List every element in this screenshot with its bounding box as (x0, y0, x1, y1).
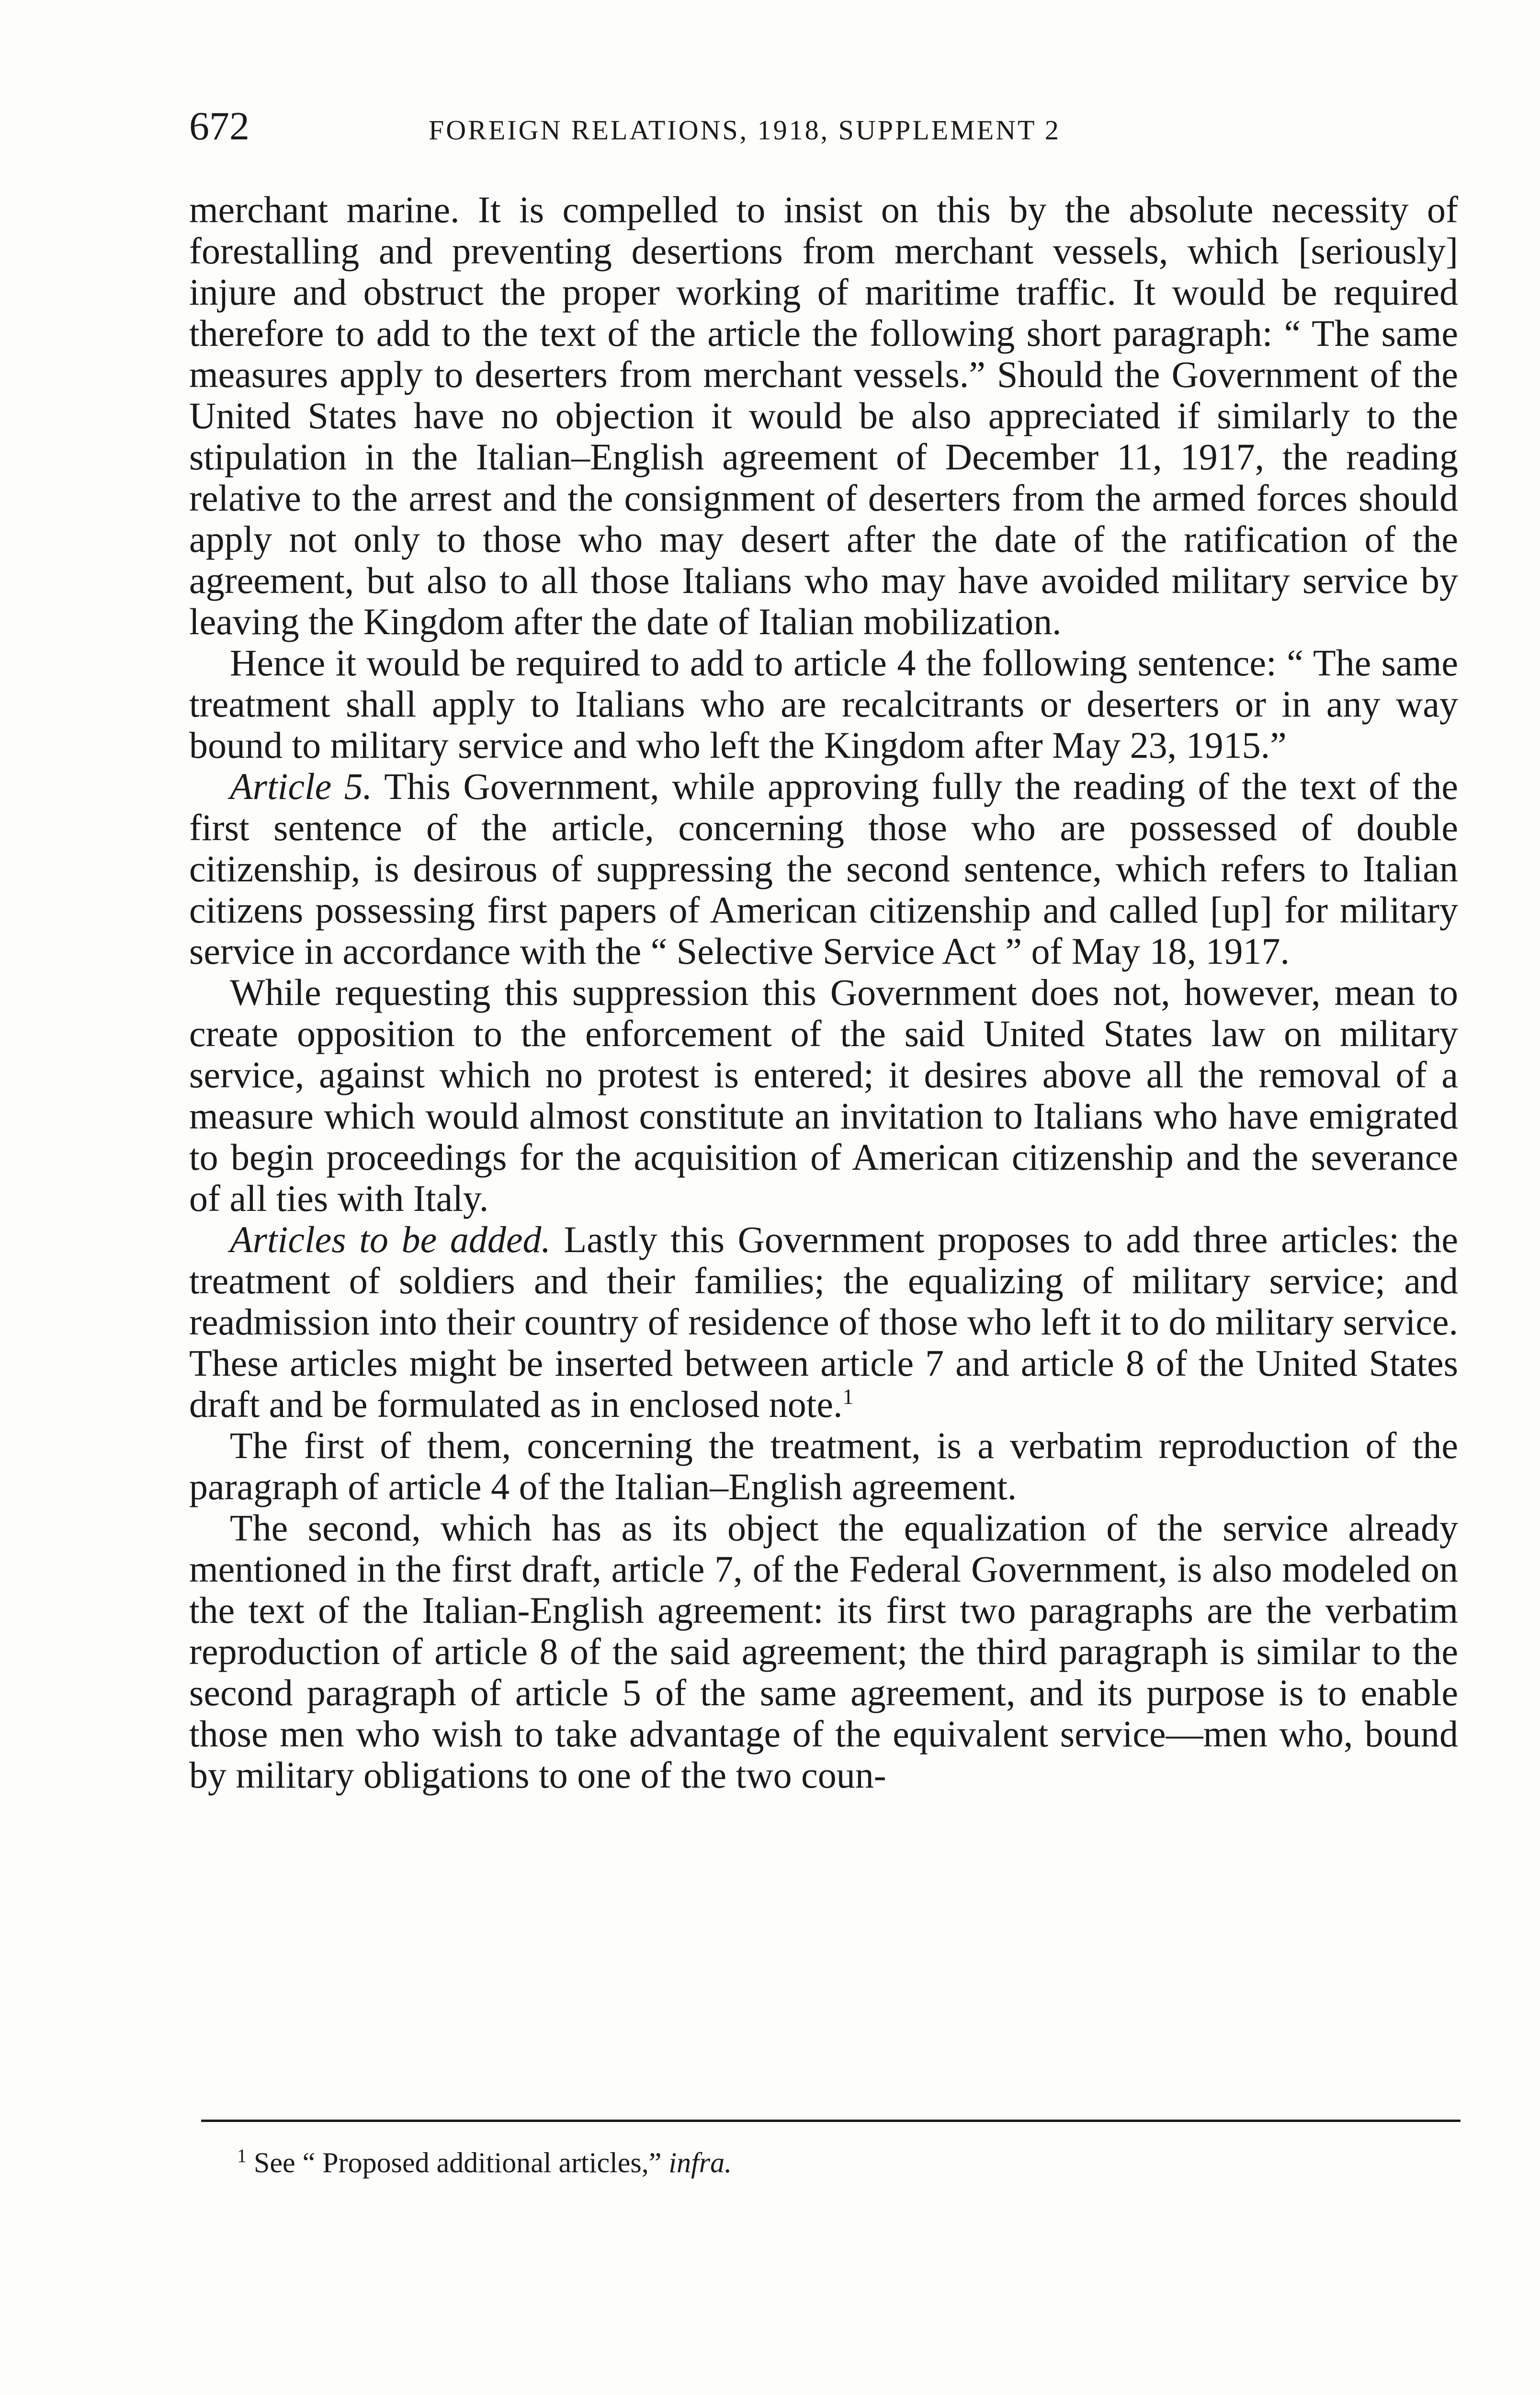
footnote-divider (201, 2120, 1461, 2122)
footnote-reference: 1 (842, 1384, 854, 1409)
paragraph (189, 766, 1458, 972)
article-label: Article 5. (230, 765, 373, 807)
page-number: 672 (189, 104, 249, 148)
paragraph-text: This Government, while approving fully the reading of the text of the first sentence of the article, concerning those who are possessed of double citizenship, is desirous of suppressing the second sentence, which refers to Italian citizens possessing first papers of American citizenship and called [up] for military service in accordance with the “ Selective Service Act ” of May 18, 1917. (189, 765, 1458, 972)
footnote-marker: 1 (237, 2145, 247, 2167)
running-head (189, 103, 1458, 175)
body-text (189, 189, 1458, 1796)
paragraph: The first of them, concerning the treatment, is a verbatim reproduction of the paragraph of article 4 of the Italian–English agreement. (189, 1425, 1458, 1507)
footnote-text: See “ Proposed additional articles,” (247, 2147, 669, 2178)
paragraph: merchant marine. It is compelled to insist on this by the absolute necessity of forestalling and preventing desertions from merchant vessels, which [seriously] injure and obstruct the proper working of maritime traffic. It would be required therefore to add to the text of the article the following short paragraph: “ The same measures apply to deserters from merchant vessels.” Should the Government of the United States have no objection it would be also appreciated if similarly to the stipulation in the Italian–English agreement of December 11, 1917, the reading relative to the arrest and the consignment of deserters from the armed forces should apply not only to those who may desert after the date of the ratification of the agreement, but also to all those Italians who may have avoided military service by leaving the Kingdom after the date of Italian mobilization. (189, 189, 1458, 642)
page (189, 103, 1458, 1796)
article-label: Articles to be added. (230, 1219, 551, 1260)
footnote-italic: infra. (668, 2147, 732, 2178)
running-title: FOREIGN RELATIONS, 1918, SUPPLEMENT 2 (429, 114, 1061, 146)
paragraph: Hence it would be required to add to article 4 the following sentence: “ The same treatment shall apply to Italians who are recalcitrants or deserters or in any way bound to military service and who left the Kingdom after May 23, 1915.” (189, 642, 1458, 766)
paragraph: While requesting this suppression this Government does not, however, mean to create opposition to the enforcement of the said United States law on military service, against which no protest is entered; it desires above all the removal of a measure which would almost constitute an invitation to Italians who have emigrated to begin proceedings for the acquisition of American citizenship and the severance of all ties with Italy. (189, 971, 1458, 1219)
paragraph: The second, which has as its object the equalization of the service already mentioned in the first draft, article 7, of the Federal Government, is also modeled on the text of the Italian-English agreement: its first two paragraphs are the verbatim reproduction of article 8 of the said agreement; the third paragraph is similar to the second paragraph of article 5 of the same agreement, and its purpose is to enable those men who wish to take advantage of the equivalent service—men who, bound by military obligations to one of the two coun- (189, 1507, 1458, 1796)
paragraph-text: Lastly this Government proposes to add three articles: the treatment of soldiers and their families; the equalizing of military service; and readmission into their country of residence of those who left it to do military service. These articles might be inserted between article 7 and article 8 of the United States draft and be formulated as in enclosed note. (189, 1219, 1458, 1425)
footnote (237, 2146, 732, 2179)
paragraph (189, 1219, 1458, 1425)
